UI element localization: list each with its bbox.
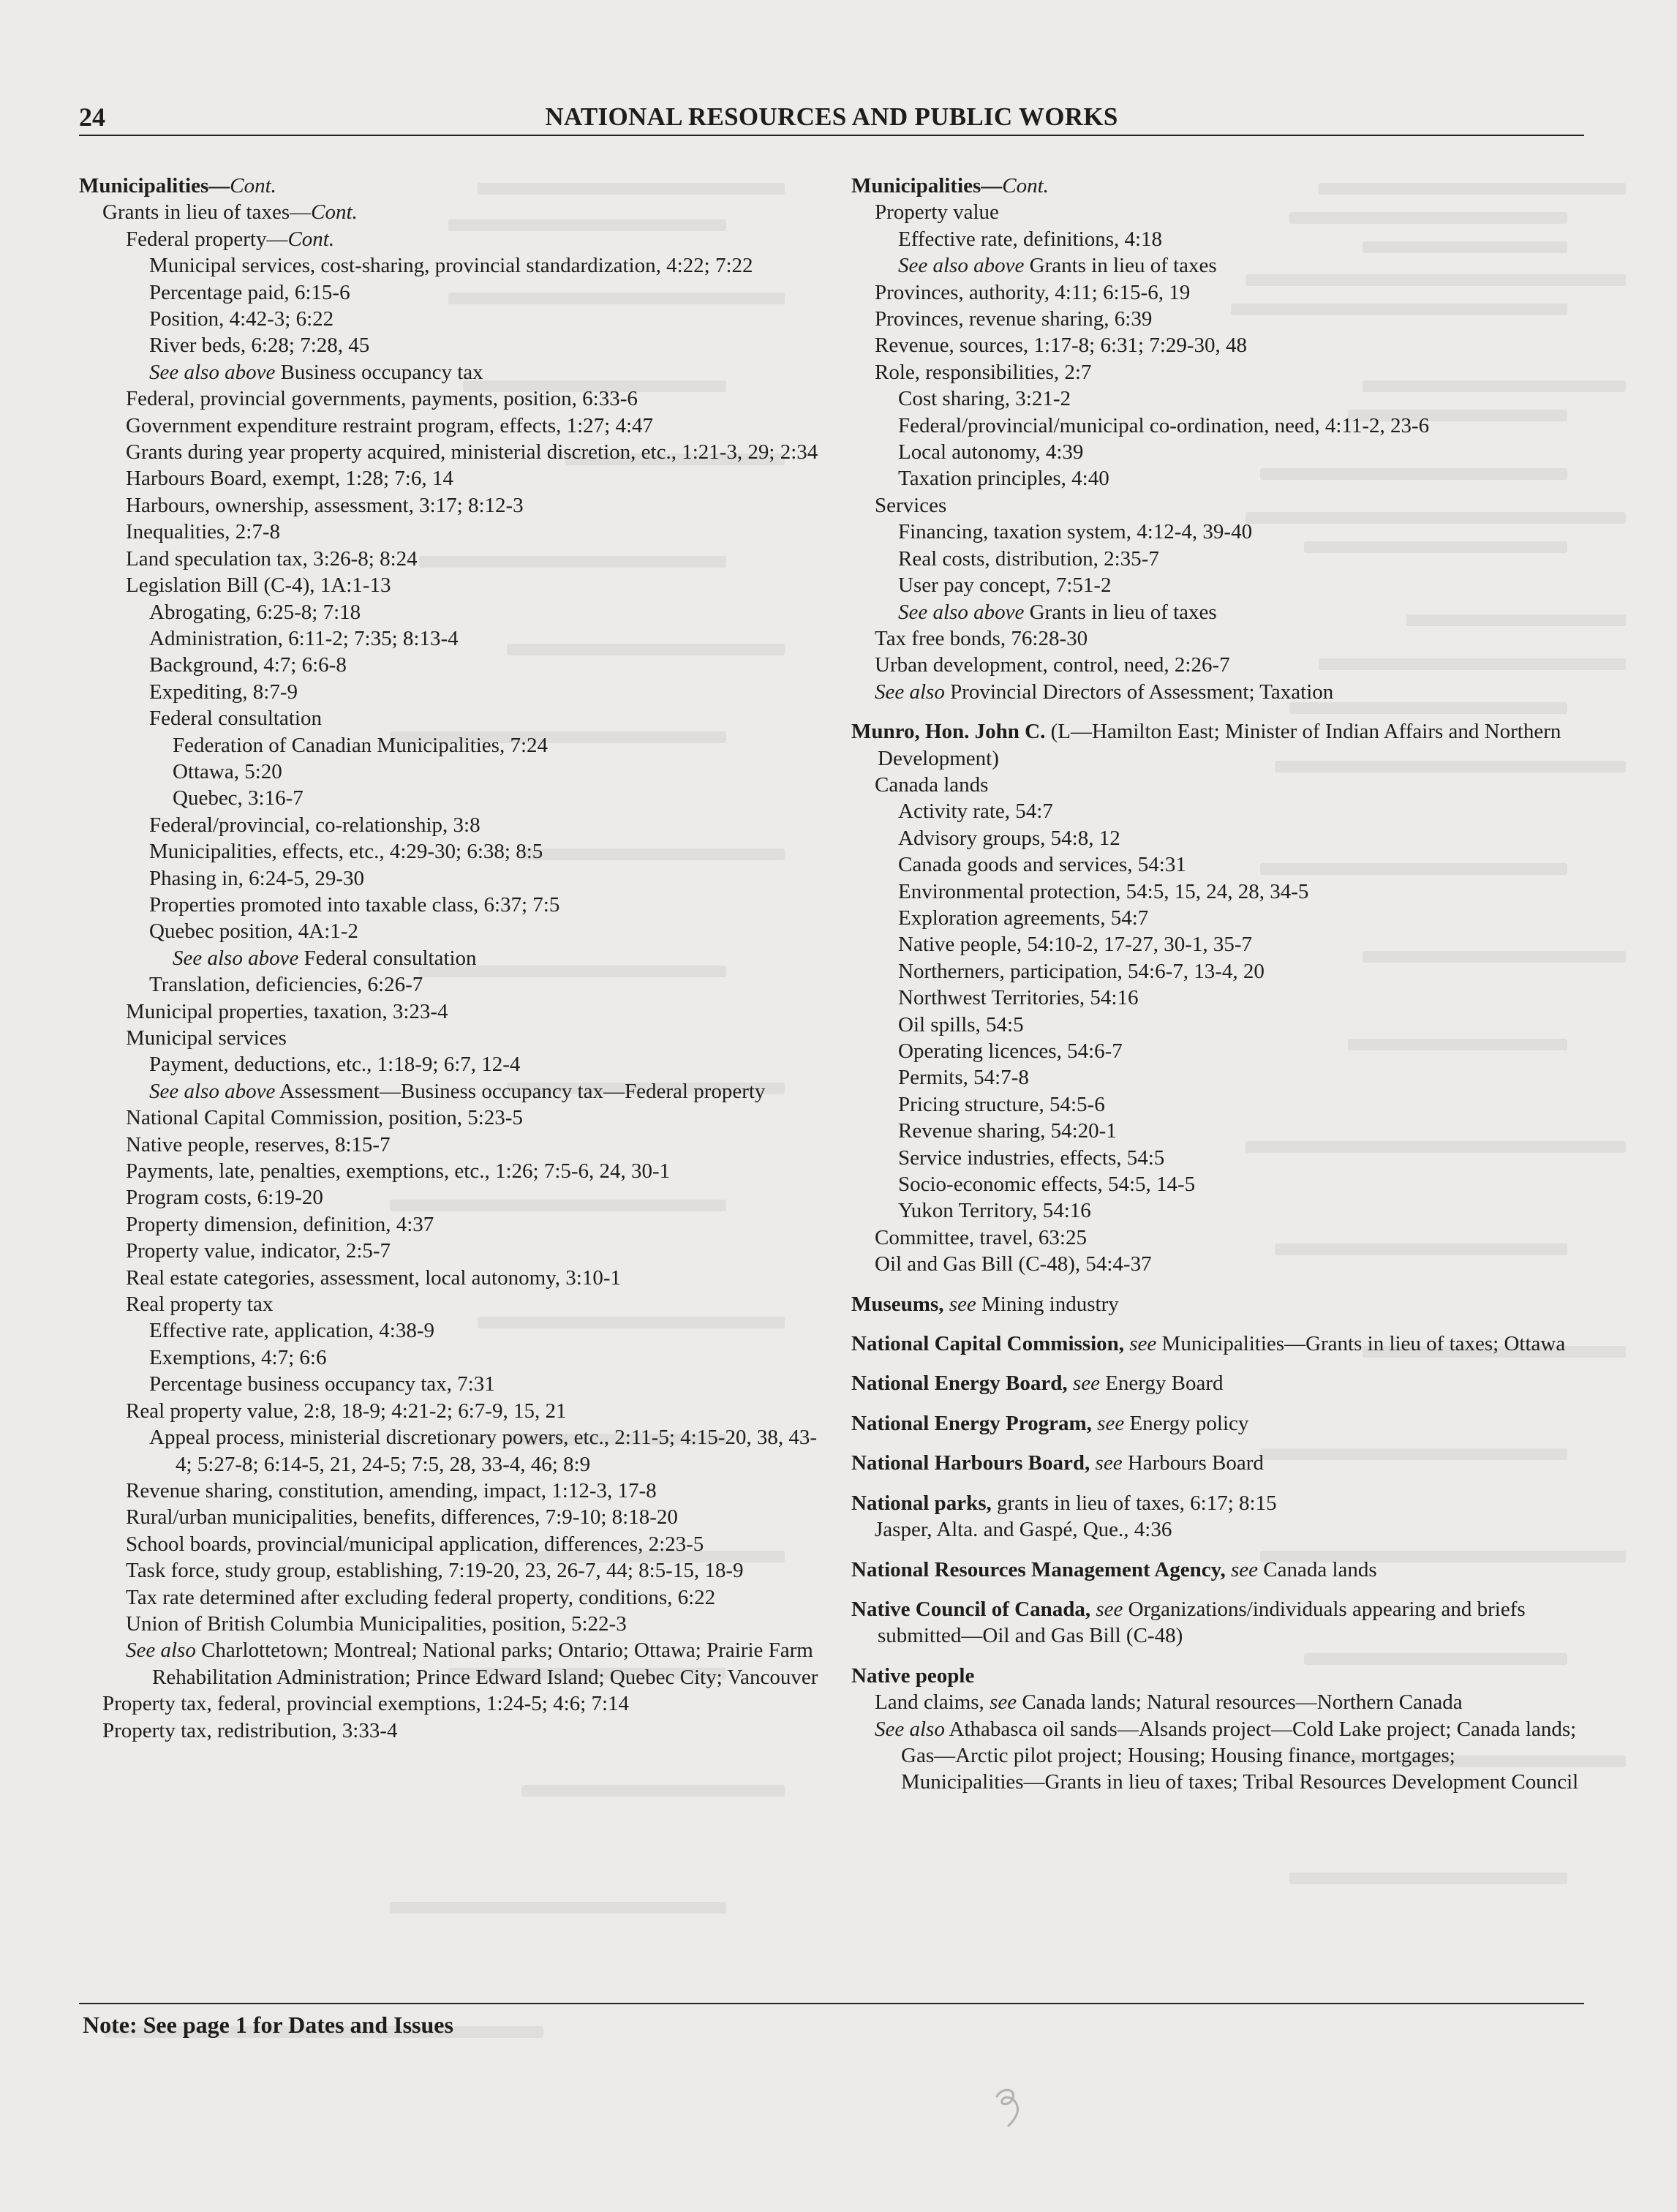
index-entry [851, 1557, 1583, 1583]
index-entry [173, 945, 821, 971]
bleed-through-line [1289, 1873, 1567, 1884]
index-entry-text: Assessment—Business occupancy tax—Federal property [275, 1079, 766, 1103]
index-entry-text: Real property tax [126, 1293, 274, 1317]
index-entry-text: Phasing in, 6:24-5, 29-30 [149, 866, 365, 890]
index-entry [149, 652, 821, 678]
cross-reference-text: Cont. [311, 200, 358, 225]
index-entry [875, 199, 1583, 225]
index-entry-text: Socio-economic effects, 54:5, 14-5 [898, 1173, 1196, 1197]
index-entry-text: Grants in lieu of taxes [1024, 600, 1217, 624]
index-entry [126, 1531, 821, 1557]
index-entry-text: Ottawa, 5:20 [173, 759, 282, 783]
index-entry-text: Local autonomy, 4:39 [898, 440, 1084, 464]
index-entry [898, 226, 1583, 252]
index-entry-text: Revenue sharing, constitution, amending, impact, 1:12-3, 17-8 [126, 1478, 657, 1502]
index-entry [851, 1410, 1583, 1437]
cross-reference-text: see [1096, 1597, 1123, 1621]
index-entry [149, 359, 821, 385]
index-entry-text: Cost sharing, 3:21-2 [898, 387, 1071, 411]
index-heading-text: Munro, Hon. John C. [851, 720, 1046, 744]
index-entry-text: Quebec position, 4A:1-2 [149, 919, 358, 944]
index-entry-text: Role, responsibilities, 2:7 [875, 360, 1092, 384]
index-entry-text: Payment, deductions, etc., 1:18-9; 6:7, 12-4 [149, 1053, 521, 1077]
index-entry-text: Harbours Board [1122, 1451, 1264, 1475]
index-entry [149, 892, 821, 918]
index-entry [126, 1184, 821, 1211]
index-entry-text: Environmental protection, 54:5, 15, 24, 28, 34-5 [898, 879, 1309, 903]
index-entry-text: Property value, indicator, 2:5-7 [126, 1239, 391, 1263]
cross-reference-text: see [1097, 1411, 1125, 1435]
index-heading-text: National Resources Management Agency, [851, 1557, 1226, 1581]
index-entry-text: Municipal properties, taxation, 3:23-4 [126, 999, 448, 1023]
index-entry [851, 1331, 1583, 1357]
index-entry-text: Energy policy [1124, 1411, 1249, 1435]
index-entry-text: Canada goods and services, 54:31 [898, 853, 1186, 877]
index-entry-text: Grants in lieu of taxes— [102, 200, 312, 225]
index-entry [126, 1637, 821, 1690]
index-entry-text: Permits, 54:7-8 [898, 1066, 1029, 1090]
index-entry [898, 1171, 1583, 1197]
index-entry-text: Oil and Gas Bill (C-48), 54:4-37 [875, 1252, 1152, 1276]
index-entry [898, 385, 1583, 412]
index-entry-text: Expediting, 8:7-9 [149, 680, 298, 704]
index-entry [149, 252, 821, 279]
index-entry-text: Canada lands [1258, 1557, 1377, 1581]
page-header [79, 97, 1584, 138]
index-entry-text: Grants during year property acquired, ministerial discretion, etc., 1:21-3, 29; 2:34 [126, 440, 818, 464]
index-entry [875, 625, 1583, 652]
index-entry [126, 1398, 821, 1424]
index-entry-text: Real costs, distribution, 2:35-7 [898, 546, 1159, 571]
index-entry-text: Administration, 6:11-2; 7:35; 8:13-4 [149, 626, 459, 650]
index-heading-text: Municipalities [851, 174, 981, 198]
header-rule [79, 135, 1584, 136]
index-entry-text: Taxation principles, 4:40 [898, 467, 1109, 491]
index-entry-text: Exemptions, 4:7; 6:6 [149, 1345, 327, 1369]
index-heading-text: Municipalities [79, 174, 209, 198]
index-entry [126, 519, 821, 545]
index-entry-text: Payments, late, penalties, exemptions, etc., 1:26; 7:5-6, 24, 30-1 [126, 1159, 671, 1184]
index-entry [149, 838, 821, 865]
index-entry-text: Harbours Board, exempt, 1:28; 7:6, 14 [126, 467, 453, 491]
index-entry [898, 465, 1583, 492]
index-entry [126, 1291, 821, 1317]
index-entry-text: Translation, deficiencies, 6:26-7 [149, 973, 423, 997]
index-entry [149, 1424, 821, 1478]
index-entry-text: Government expenditure restraint program, effects, 1:27; 4:47 [126, 413, 654, 437]
index-entry-text: Advisory groups, 54:8, 12 [898, 826, 1120, 850]
index-entry-text: grants in lieu of taxes, 6:17; 8:15 [991, 1491, 1277, 1515]
index-entry [102, 1690, 821, 1717]
index-entry [898, 905, 1583, 931]
index-entry [898, 958, 1583, 985]
index-entry [875, 306, 1583, 332]
index-entry-text: Federal/provincial, co-relationship, 3:8 [149, 813, 481, 837]
index-entry [149, 812, 821, 838]
index-entry-text: User pay concept, 7:51-2 [898, 573, 1112, 598]
cross-reference-text: Cont. [230, 174, 276, 198]
index-entry [126, 1504, 821, 1530]
index-entry-text: Financing, taxation system, 4:12-4, 39-40 [898, 520, 1253, 544]
index-entry [149, 332, 821, 358]
index-entry-text: Percentage paid, 6:15-6 [149, 280, 350, 304]
cross-reference-text: See also [875, 1717, 945, 1741]
index-column-right [851, 173, 1583, 1796]
index-entry-text: Quebec, 3:16-7 [173, 786, 304, 810]
index-entry-text [1090, 1451, 1095, 1475]
index-entry [898, 985, 1583, 1011]
index-entry [875, 359, 1583, 385]
index-entry-text: Real estate categories, assessment, local autonomy, 3:10-1 [126, 1265, 621, 1290]
index-entry [898, 519, 1583, 545]
index-entry-text: Effective rate, definitions, 4:18 [898, 227, 1163, 251]
index-entry [851, 1291, 1583, 1317]
page-number: 24 [79, 102, 105, 132]
index-entry [898, 546, 1583, 572]
index-entry-text: Provinces, authority, 4:11; 6:15-6, 19 [875, 280, 1191, 304]
footer-note: Note: See page 1 for Dates and Issues [83, 2012, 453, 2038]
index-entry [898, 851, 1583, 878]
index-entry-text: Business occupancy tax [275, 360, 483, 384]
cross-reference-text: See also above [149, 1079, 276, 1103]
index-entry [875, 332, 1583, 358]
index-entry-text: School boards, provincial/municipal application, differences, 2:23-5 [126, 1532, 704, 1556]
index-heading-text: National Energy Program, [851, 1411, 1092, 1435]
index-entry [126, 1584, 821, 1611]
index-entry [126, 465, 821, 492]
index-entry [898, 879, 1583, 905]
index-entry [126, 572, 821, 598]
index-entry-text: Legislation Bill (C-4), 1A:1-13 [126, 573, 391, 598]
index-entry-text: Properties promoted into taxable class, 6:37; 7:5 [149, 892, 560, 917]
cross-reference-text: Cont. [1002, 174, 1049, 198]
index-entry-text: (L—Hamilton East; Minister of Indian Affairs and Northern Development) [878, 720, 1561, 770]
index-entry [898, 1064, 1583, 1091]
cross-reference-text: see [1129, 1332, 1157, 1356]
index-entry-text: Grants in lieu of taxes [1024, 254, 1217, 278]
index-entry [149, 306, 821, 332]
index-entry-text: Operating licences, 54:6-7 [898, 1039, 1123, 1063]
index-entry-text: Oil spills, 54:5 [898, 1012, 1024, 1037]
cross-reference-text: see [1231, 1557, 1259, 1581]
index-heading-text: Native people [851, 1663, 975, 1688]
index-entry-text: Northwest Territories, 54:16 [898, 986, 1139, 1010]
cross-reference-text: see [990, 1690, 1017, 1715]
index-entry [875, 492, 1583, 519]
index-entry [898, 1118, 1583, 1144]
index-entry-text: Rural/urban municipalities, benefits, differences, 7:9-10; 8:18-20 [126, 1505, 678, 1530]
index-entry [126, 1132, 821, 1158]
index-entry [875, 1251, 1583, 1277]
index-entry-text: Service industries, effects, 54:5 [898, 1146, 1165, 1170]
index-entry [126, 492, 821, 519]
index-entry-text: Revenue sharing, 54:20-1 [898, 1119, 1117, 1143]
index-heading-text: National parks, [851, 1491, 992, 1515]
index-entry [875, 1224, 1583, 1251]
index-entry [149, 1317, 821, 1344]
index-entry [126, 1238, 821, 1264]
index-entry [149, 1051, 821, 1077]
index-entry [875, 1516, 1583, 1543]
index-entry [126, 413, 821, 439]
cross-reference-text: See also above [173, 946, 299, 970]
index-entry [126, 546, 821, 572]
index-entry-text: Northerners, participation, 54:6-7, 13-4, 20 [898, 959, 1265, 983]
index-entry-text: Federal consultation [149, 707, 322, 731]
index-entry-text: Land claims, [875, 1690, 990, 1715]
cross-reference-text: See also above [149, 360, 276, 384]
cross-reference-text: see [1072, 1372, 1100, 1396]
index-entry [898, 572, 1583, 598]
cross-reference-text: see [1095, 1451, 1123, 1475]
index-entry-text: Property dimension, definition, 4:37 [126, 1212, 434, 1236]
index-entry-text: Program costs, 6:19-20 [126, 1186, 323, 1210]
index-entry-text: Canada lands; Natural resources—Northern Canada [1017, 1690, 1463, 1715]
index-entry [851, 1596, 1583, 1649]
index-entry [149, 599, 821, 625]
index-entry-text: Activity rate, 54:7 [898, 800, 1053, 824]
index-heading-text: Museums, [851, 1292, 944, 1316]
index-entry [126, 1105, 821, 1131]
index-entry [875, 1689, 1583, 1715]
index-entry [126, 385, 821, 412]
index-entry [875, 652, 1583, 678]
index-entry-text: Pricing structure, 54:5-6 [898, 1092, 1105, 1116]
index-entry-text: Canada lands [875, 772, 989, 797]
running-title: NATIONAL RESOURCES AND PUBLIC WORKS [545, 102, 1118, 131]
index-entry [79, 173, 821, 199]
index-entry-text: Land speculation tax, 3:26-8; 8:24 [126, 546, 418, 571]
index-entry [149, 625, 821, 652]
index-entry-text: Property tax, federal, provincial exemptions, 1:24-5; 4:6; 7:14 [102, 1692, 630, 1716]
index-entry [851, 718, 1583, 772]
index-entry-text: Energy Board [1099, 1372, 1224, 1396]
index-entry-text: Exploration agreements, 54:7 [898, 906, 1149, 930]
index-entry [898, 798, 1583, 824]
index-entry [851, 1490, 1583, 1516]
index-entry-text: Union of British Columbia Municipalities, position, 5:22-3 [126, 1611, 627, 1636]
index-entry [875, 1716, 1583, 1796]
index-entry [126, 226, 821, 252]
index-entry [149, 1344, 821, 1371]
index-entry-text: Federal, provincial governments, payments, position, 6:33-6 [126, 387, 638, 411]
index-heading-text: — [981, 174, 1003, 198]
index-entry-text: Revenue, sources, 1:17-8; 6:31; 7:29-30, 48 [875, 334, 1248, 358]
index-entry-text: Services [875, 493, 947, 517]
index-entry [149, 1371, 821, 1397]
index-entry [875, 772, 1583, 798]
index-heading-text: — [208, 174, 230, 198]
index-entry [851, 173, 1583, 199]
index-entry-text: Athabasca oil sands—Alsands project—Cold Lake project; Canada lands; Gas—Arctic pilot project; Housing; Housing finance, mortgages; Municipalities—Grants in lieu of taxes; Tribal Resources Development Council [901, 1717, 1579, 1794]
index-entry [898, 599, 1583, 625]
index-entry [126, 1478, 821, 1504]
cross-reference-text: See also [126, 1639, 196, 1663]
index-entry-text: Federation of Canadian Municipalities, 7:24 [173, 733, 549, 757]
index-entry-text: Property tax, redistribution, 3:33-4 [102, 1718, 398, 1742]
index-entry-text [1068, 1372, 1073, 1395]
index-entry-text [943, 1293, 949, 1316]
index-entry [149, 705, 821, 731]
index-entry [898, 439, 1583, 465]
index-entry-text: Position, 4:42-3; 6:22 [149, 307, 334, 331]
index-entry-text: Yukon Territory, 54:16 [898, 1199, 1091, 1223]
index-entry-text: Federal property— [126, 227, 288, 251]
index-entry [149, 279, 821, 306]
index-entry-text: Percentage business occupancy tax, 7:31 [149, 1372, 495, 1396]
index-entry-text [1226, 1558, 1231, 1581]
index-entry-text: Appeal process, ministerial discretionary powers, etc., 2:11-5; 4:15-20, 38, 43-4; 5:27-8; 6:14-5, 21, 24-5; 7:5, 28, 33-4, 46; 8:9 [149, 1426, 818, 1476]
index-entry [149, 1078, 821, 1105]
index-entry-text: Charlottetown; Montreal; National parks; Ontario; Ottawa; Prairie Farm Rehabilitation Administration; Prince Edward Island; Quebec City; Vancouver [152, 1639, 818, 1689]
index-entry [898, 1145, 1583, 1171]
index-entry [149, 865, 821, 892]
index-entry [898, 252, 1583, 279]
index-entry [149, 679, 821, 705]
index-entry-text: Urban development, control, need, 2:26-7 [875, 653, 1230, 677]
index-entry [102, 199, 821, 225]
index-entry [898, 1012, 1583, 1038]
index-entry [875, 679, 1583, 705]
index-entry [126, 1158, 821, 1184]
index-entry [149, 971, 821, 998]
index-entry-text: Real property value, 2:8, 18-9; 4:21-2; 6:7-9, 15, 21 [126, 1399, 567, 1423]
index-entry-text: Abrogating, 6:25-8; 7:18 [149, 600, 361, 624]
index-entry-text: Jasper, Alta. and Gaspé, Que., 4:36 [875, 1518, 1172, 1542]
index-entry [898, 1038, 1583, 1064]
index-entry [173, 785, 821, 811]
index-entry-text: River beds, 6:28; 7:28, 45 [149, 334, 370, 358]
cross-reference-text: See also [875, 680, 945, 704]
index-entry-text: Municipalities—Grants in lieu of taxes; Ottawa [1156, 1332, 1566, 1356]
index-entry-text: Background, 4:7; 6:6-8 [149, 653, 347, 677]
index-entry [126, 1025, 821, 1051]
index-entry [102, 1718, 821, 1744]
index-entry [898, 825, 1583, 851]
index-entry [173, 732, 821, 759]
index-entry-text: Tax rate determined after excluding federal property, conditions, 6:22 [126, 1585, 716, 1609]
index-entry [898, 413, 1583, 439]
index-entry [851, 1370, 1583, 1396]
bleed-through-line [521, 1785, 785, 1797]
index-entry [898, 1091, 1583, 1118]
index-entry [875, 279, 1583, 306]
index-entry [898, 931, 1583, 958]
index-entry-text: Harbours, ownership, assessment, 3:17; 8:12-3 [126, 493, 524, 517]
index-entry [851, 1450, 1583, 1476]
index-entry-text: Property value [875, 200, 999, 225]
index-entry [126, 439, 821, 465]
index-entry-text: Municipalities, effects, etc., 4:29-30; 6:38; 8:5 [149, 840, 543, 864]
index-heading-text: National Energy Board, [851, 1372, 1068, 1396]
index-entry-text: Effective rate, application, 4:38-9 [149, 1319, 434, 1343]
index-entry-text: Municipal services [126, 1026, 287, 1050]
index-entry [126, 1557, 821, 1584]
index-entry [126, 1211, 821, 1238]
index-entry [126, 998, 821, 1025]
index-heading-text: National Capital Commission, [851, 1332, 1125, 1356]
index-entry-text: Committee, travel, 63:25 [875, 1225, 1087, 1249]
index-entry-text: Mining industry [976, 1292, 1119, 1316]
cross-reference-text: Cont. [287, 227, 335, 251]
index-entry [851, 1663, 1583, 1689]
index-entry-text: Native people, reserves, 8:15-7 [126, 1132, 391, 1156]
index-entry-text: Native people, 54:10-2, 17-27, 30-1, 35-7 [898, 933, 1253, 957]
bleed-through-line [390, 1902, 726, 1914]
index-entry-text: Municipal services, cost-sharing, provincial standardization, 4:22; 7:22 [149, 254, 753, 278]
index-column-left [79, 173, 821, 1744]
cross-reference-text: See also above [898, 254, 1025, 278]
index-entry [898, 1197, 1583, 1224]
index-entry-text: Provincial Directors of Assessment; Taxation [944, 680, 1334, 704]
index-entry-text: Federal/provincial/municipal co-ordination, need, 4:11-2, 23-6 [898, 413, 1430, 437]
index-heading-text: Native Council of Canada, [851, 1597, 1091, 1621]
footer-rule [79, 2003, 1584, 2004]
index-entry-text: Provinces, revenue sharing, 6:39 [875, 307, 1153, 331]
index-entry-text: National Capital Commission, position, 5:23-5 [126, 1106, 523, 1130]
index-entry [173, 759, 821, 785]
cross-reference-text: see [949, 1292, 976, 1316]
pencil-mark [991, 2083, 1026, 2127]
index-entry-text: Task force, study group, establishing, 7:19-20, 23, 26-7, 44; 8:5-15, 18-9 [126, 1559, 744, 1583]
index-heading-text: National Harbours Board, [851, 1451, 1090, 1475]
index-entry [149, 918, 821, 944]
index-entry-text: Tax free bonds, 76:28-30 [875, 626, 1088, 650]
index-entry-text: Federal consultation [298, 946, 477, 970]
index-entry-text: Organizations/individuals appearing and briefs submitted—Oil and Gas Bill (C-48) [878, 1597, 1526, 1648]
cross-reference-text: See also above [898, 600, 1025, 624]
index-entry [126, 1265, 821, 1291]
index-entry [126, 1611, 821, 1637]
index-entry-text: Inequalities, 2:7-8 [126, 520, 281, 544]
